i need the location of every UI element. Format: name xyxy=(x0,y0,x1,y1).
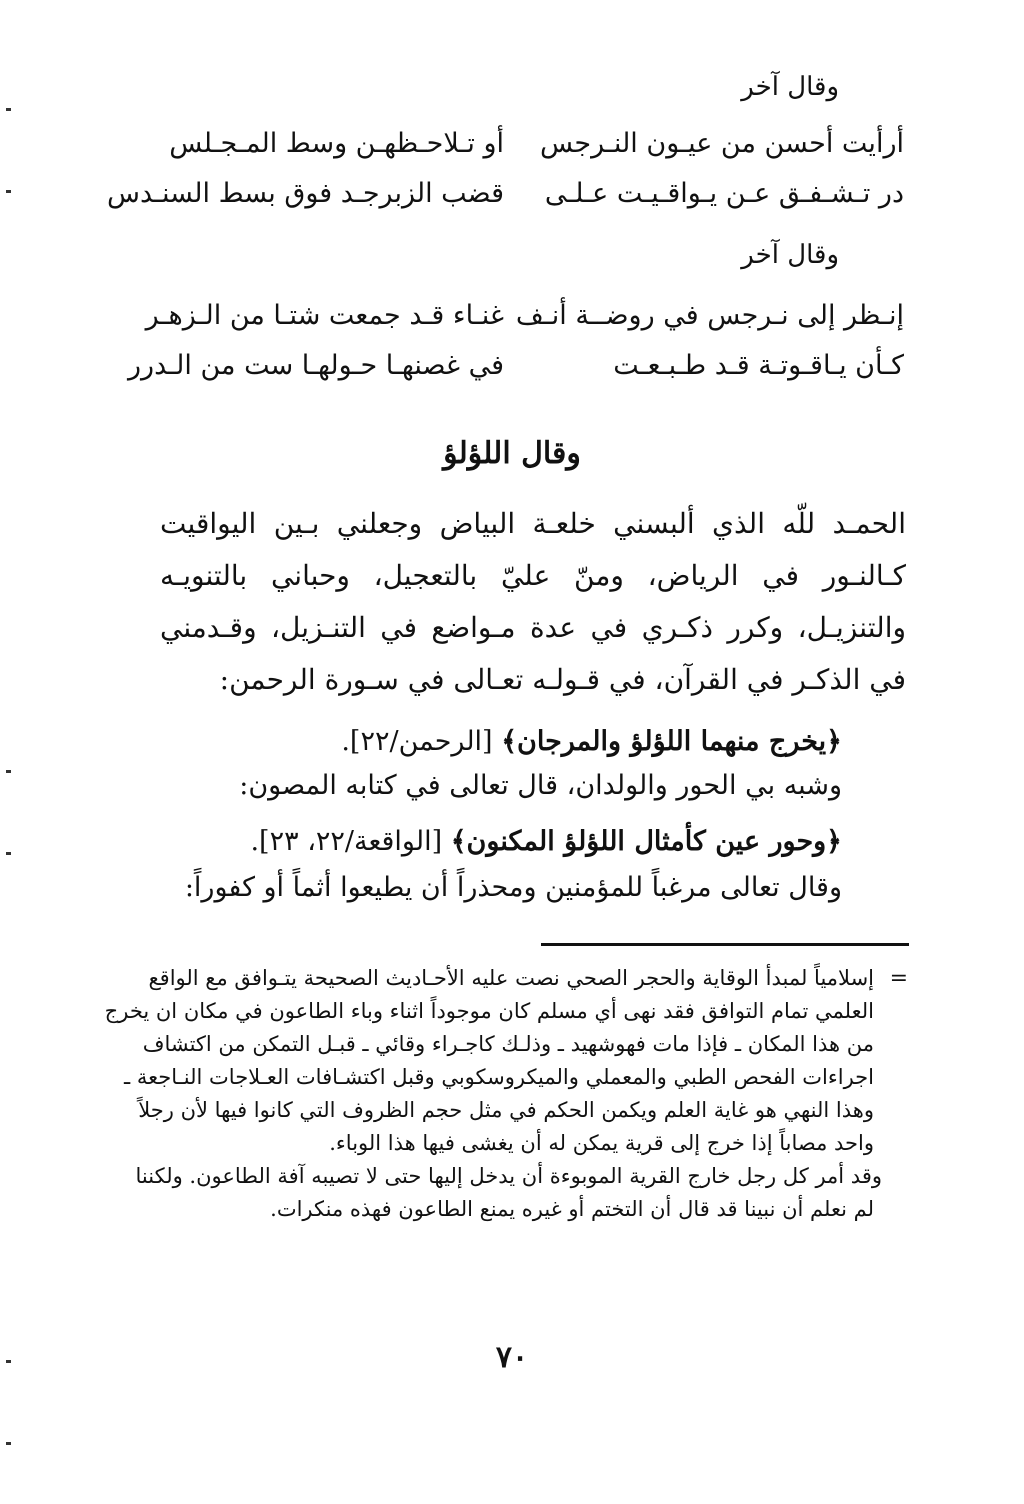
footnote-line: إسلامياً لمبدأ الوقاية والحجر الصحي نصت عليه الأحـاديث الصحيحة يتـوافق مع الواقع xyxy=(148,966,874,990)
quran-verse: ﴿وحور عين كأمثال اللؤلؤ المكنون﴾ xyxy=(450,826,842,857)
footnote-line: وقد أمر كل رجل خارج القرية الموبوءة أن يدخل إليها حتى لا تصيبه آفة الطاعون. ولكننا xyxy=(135,1164,882,1188)
quran-verse: ﴿يخرج منهما اللؤلؤ والمرجان﴾ xyxy=(501,726,842,757)
verse-second-hemistich: غنـاء قـد جمعت شتـا من الـزهـر xyxy=(145,300,504,331)
scan-margin-mark xyxy=(6,770,11,773)
footnote-line: من هذا المكان ـ فإذا مات فهوشهيد ـ وذلـك كاجـراء وقائي ـ قبـل التمكن من اكتشاف xyxy=(142,1032,874,1056)
scan-margin-mark xyxy=(6,190,11,193)
body-paragraph: الحمـد للّه الذي ألبسني خلعـة البياض وجعلني بـين اليواقيت كـالنـور في الرياض، ومنّ عليّ بالتعجيل، وحباني بالتنويـه والتنزيـل، وكرر ذكـري في عدة مـواضع في التنـزيل، وقـدمني في الذكـر في القرآن، في قـولـه تعـالى في سـورة الرحمن: xyxy=(160,507,906,696)
footnote-continuation-mark: = xyxy=(889,966,908,991)
footnote-separator xyxy=(541,943,909,946)
verse-first-hemistich: إنـظر إلى نـرجس في روضــة أنـف xyxy=(515,300,904,331)
footnote-line: لم نعلم أن نبينا قد قال أن التختم أو غيره يمنع الطاعون فهذه منكرات. xyxy=(270,1197,874,1221)
footnote-line: واحد مصاباً إذا خرج إلى قرية يمكن له أن يغشى فيها هذا الوباء. xyxy=(329,1131,874,1155)
page-number: ٧٠ xyxy=(495,1340,529,1375)
text-line: وشبه بي الحور والولدان، قال تعالى في كتابه المصون: xyxy=(239,770,842,801)
scan-margin-mark xyxy=(6,1360,11,1363)
footnote-line: وهذا النهي هو غاية العلم ويكمن الحكم في مثل حجم الظروف التي كانوا فيها لأن رجلاً xyxy=(138,1098,874,1122)
footnote-block xyxy=(104,962,908,1226)
verse-reference: [الواقعة/٢٢، ٢٣]. xyxy=(250,826,451,857)
quran-quote-line xyxy=(250,826,842,857)
verse-first-hemistich: كـأن يـاقـوتـة قـد طـبـعـت xyxy=(613,350,904,381)
section-heading: وقال اللؤلؤ xyxy=(443,436,581,471)
verse-second-hemistich: قضب الزبرجـد فوق بسط السنـدس xyxy=(106,178,504,209)
text-line: وقال تعالى مرغباً للمؤمنين ومحذراً أن يطيعوا أثماً أو كفوراً: xyxy=(184,872,842,903)
scan-margin-mark xyxy=(6,1442,11,1445)
scan-margin-mark xyxy=(6,852,11,855)
verse-second-hemistich: أو تـلاحـظهـن وسط المـجـلس xyxy=(169,128,504,159)
poem-intro: وقال آخر xyxy=(741,72,839,102)
verse-reference: [الرحمن/٢٢]. xyxy=(341,726,502,757)
verse-first-hemistich: در تـشـفـق عـن يـواقـيـت عـلـى xyxy=(544,178,904,209)
poem-intro: وقال آخر xyxy=(741,240,839,270)
footnote-line: اجراءات الفحص الطبي والمعملي والميكروسكوبي وقبل اكتشـافات العـلاجات النـاجعة ـ xyxy=(124,1065,874,1089)
verse-second-hemistich: في غصنهـا حـولهـا ست من الـدرر xyxy=(128,350,504,381)
scan-margin-mark xyxy=(6,108,11,111)
verse-first-hemistich: أرأيت أحسن من عيـون النـرجس xyxy=(540,128,904,159)
quran-quote-line xyxy=(341,726,842,757)
footnote-line: العلمي تمام التوافق فقد نهى أي مسلم كان موجوداً اثناء وباء الطاعون في مكان ان يخرج xyxy=(104,999,874,1023)
